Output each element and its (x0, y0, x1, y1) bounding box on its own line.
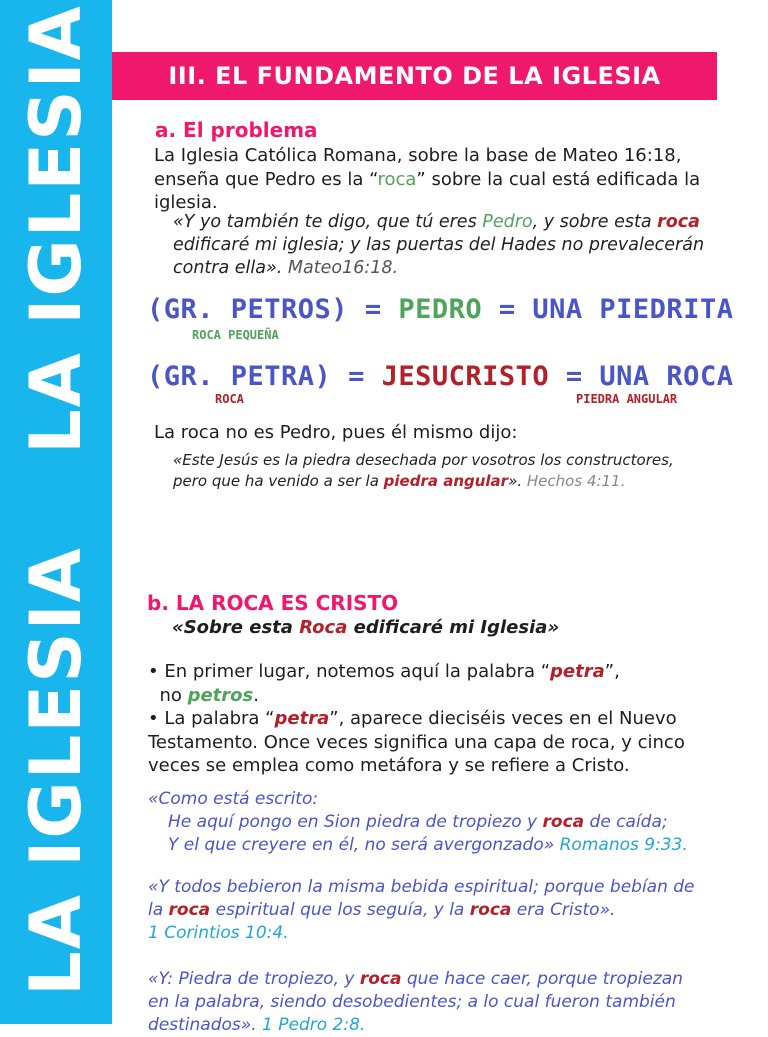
quote-line (173, 471, 674, 492)
pedro-word: PEDRO (398, 294, 483, 325)
quote-line: «Y todos bebieron la misma bebida espiritual; porque bebían de (148, 877, 695, 897)
reference: 1 Pedro 2:8. (256, 1015, 366, 1035)
text-fragment: contra ella». (173, 258, 283, 278)
bullet-list (148, 660, 685, 778)
roca-highlight: roca (657, 212, 700, 232)
text-fragment: de caída; (584, 812, 668, 832)
quote-hechos (173, 450, 674, 492)
petra-highlight: petra (274, 708, 330, 729)
sidebar-title-bottom: LA IGLESIA (15, 546, 97, 996)
roca-highlight: roca (359, 969, 402, 989)
banner-title: III. EL FUNDAMENTO DE LA IGLESIA (168, 62, 661, 90)
quote-line (148, 834, 688, 857)
text-fragment: pero que ha venido a ser la (173, 472, 384, 490)
text-fragment: (GR. PETROS) = (147, 294, 399, 325)
quote-line: edificaré mi iglesia; y las puertas del Hades no prevalecerán (173, 235, 705, 255)
text-fragment: He aquí pongo en Sion piedra de tropiezo y (168, 812, 543, 832)
line-roca-no-es-pedro: La roca no es Pedro, pues él mismo dijo: (154, 422, 518, 443)
text-fragment: ”, aparece dieciséis veces en el Nuevo (329, 708, 677, 729)
note-roca-pequena: ROCA PEQUEÑA (192, 328, 279, 342)
text-fragment: era Cristo». (511, 900, 616, 920)
text-fragment: «Y yo también te digo, que tú eres (173, 212, 483, 232)
quote-line (148, 811, 688, 834)
petra-highlight: petra (550, 661, 605, 682)
text-fragment: Y el que creyere en él, no será avergonzado» (168, 835, 555, 855)
roca-highlight: roca (469, 900, 512, 920)
quote-line (173, 257, 704, 280)
section-a-title: a. El problema (155, 118, 318, 142)
quote-corintios (148, 876, 695, 945)
sidebar (0, 0, 112, 1024)
equation-petra (147, 361, 733, 392)
bullet-1-line1 (148, 660, 685, 684)
text-fragment: la (148, 900, 169, 920)
jesucristo-word: JESUCRISTO (381, 361, 550, 392)
equation-petros (147, 294, 733, 325)
section-b-title: b. LA ROCA ES CRISTO (147, 591, 399, 615)
text-fragment: no (148, 684, 188, 706)
text-fragment: destinados». (148, 1015, 257, 1035)
quote-line: en la palabra, siendo desobedientes; a lo cual fueron también (148, 992, 676, 1012)
reference: Hechos 4:11. (522, 472, 626, 490)
bullet-1-line2 (148, 684, 685, 708)
petros-highlight: petros (187, 684, 254, 706)
note-roca: ROCA (215, 392, 244, 406)
quote-pedro (148, 968, 683, 1037)
text-fragment: ». (508, 472, 523, 490)
piedra-angular-highlight: piedra angular (383, 472, 509, 490)
paragraph-a-line3: iglesia. (154, 192, 218, 213)
text-fragment: • La palabra “ (148, 708, 275, 729)
paragraph-a (154, 144, 700, 215)
text-fragment: edificaré mi Iglesia» (347, 617, 560, 638)
reference: Romanos 9:33. (554, 835, 688, 855)
quote-line: «Este Jesús es la piedra desechada por vosotros los constructores, (173, 451, 674, 469)
text-fragment: . (253, 684, 259, 706)
quote-line: 1 Corintios 10:4. (148, 923, 289, 943)
text-fragment: , y sobre esta (532, 212, 658, 232)
text-fragment: ”, (604, 661, 620, 682)
quote-line (173, 211, 704, 234)
roca-highlight: roca (377, 168, 417, 190)
text-fragment: = UNA ROCA (549, 361, 734, 392)
text-fragment: (GR. PETRA) = (147, 361, 382, 392)
text-fragment: = UNA PIEDRITA (482, 294, 734, 325)
text-fragment: ” sobre la cual está edificada la (416, 168, 701, 190)
quote-line (148, 1014, 683, 1037)
text-fragment: que hace caer, porque tropiezan (401, 969, 683, 989)
section-banner (112, 52, 717, 100)
text-fragment: espiritual que los seguía, y la (210, 900, 470, 920)
quote-romanos (148, 788, 688, 857)
note-piedra-angular: PIEDRA ANGULAR (576, 392, 678, 406)
quote-line (148, 968, 683, 991)
quote-line (148, 899, 695, 922)
quote-line: «Como está escrito: (148, 789, 319, 809)
quote-mateo (173, 211, 704, 280)
pedro-highlight: Pedro (482, 212, 533, 232)
section-b-subtitle (172, 616, 559, 640)
text-fragment: enseña que Pedro es la “ (154, 168, 378, 190)
text-fragment: «Sobre esta (172, 617, 300, 638)
bullet-2-line2: Testamento. Once veces significa una capa de roca, y cinco (148, 731, 685, 753)
roca-highlight: Roca (299, 617, 348, 638)
reference: Mateo16:18. (282, 258, 399, 278)
roca-highlight: roca (168, 900, 211, 920)
bullet-2-line1 (148, 707, 685, 731)
paragraph-a-line1: La Iglesia Católica Romana, sobre la base de Mateo 16:18, (154, 145, 682, 166)
sidebar-title-top: LA IGLESIA (15, 4, 97, 454)
text-fragment: «Y: Piedra de tropiezo, y (148, 969, 360, 989)
text-fragment: • En primer lugar, notemos aquí la palabra “ (148, 661, 551, 682)
bullet-2-line3: veces se emplea como metáfora y se refiere a Cristo. (148, 755, 630, 776)
roca-highlight: roca (542, 812, 585, 832)
paragraph-a-line2 (154, 168, 700, 192)
